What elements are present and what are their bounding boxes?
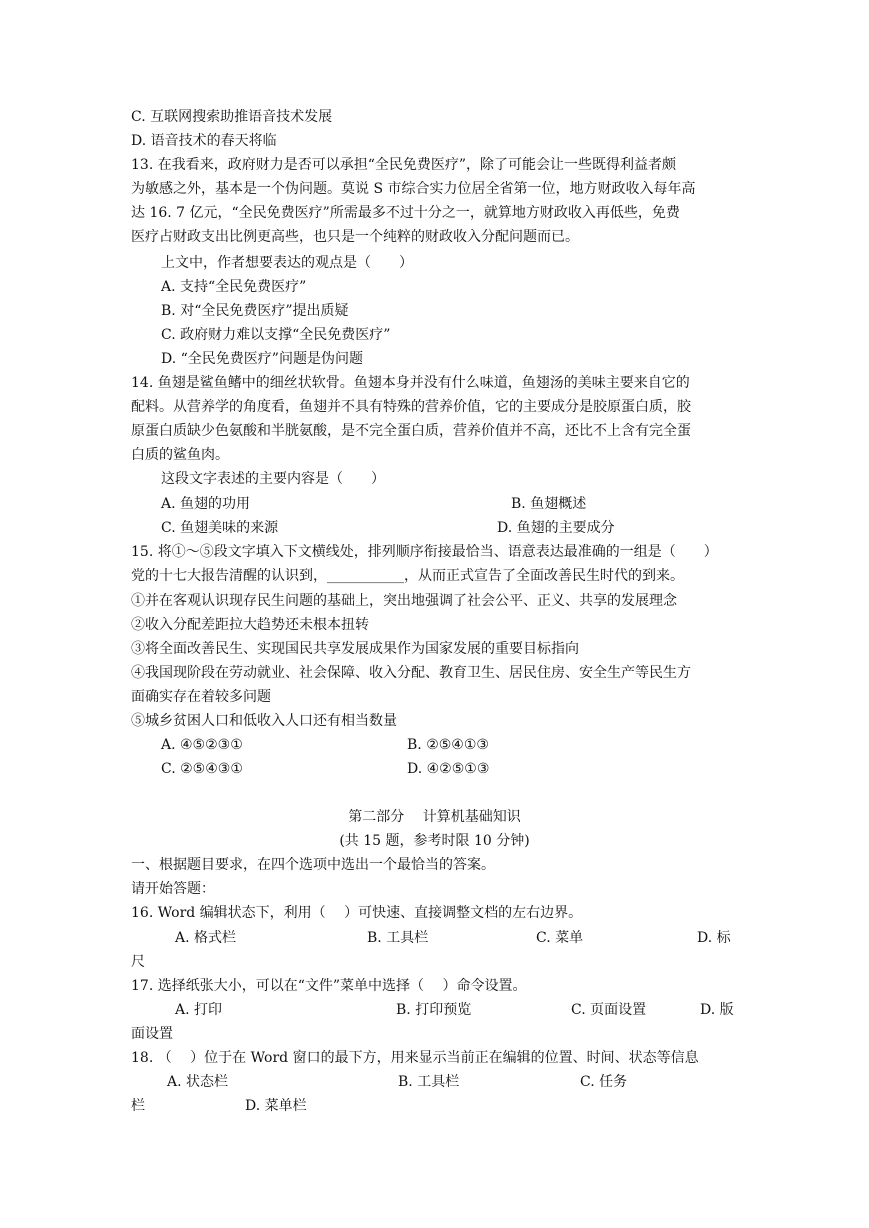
q15-sentence: 党的十七大报告清醒的认识到，___________，从而正式宣告了全面改善民生时代的到来。 (131, 568, 684, 584)
q17-option-d-wrap: 面设置 (131, 1026, 173, 1042)
q14-text-line: 白质的鲨鱼肉。 (131, 447, 229, 463)
q14-text-line: 原蛋白质缺少色氨酸和半胱氨酸，是不完全蛋白质，营养价值并不高，还比不上含有完全蛋 (131, 423, 691, 439)
q17-option-b: B. 打印预览 (396, 1002, 472, 1018)
q15-stem: 15. 将①～⑤段文字填入下文横线处，排列顺序衔接最恰当、语意表达最准确的一组是（ ） (131, 544, 718, 560)
q13-text-line: 为敏感之外，基本是一个伪问题。莫说 S 市综合实力位居全省第一位，地方财政收入每年高 (131, 181, 696, 197)
q15-option-c: C. ②⑤④③① (161, 761, 243, 777)
q13-text-line: 13. 在我看来，政府财力是否可以承担“全民免费医疗”，除了可能会让一些既得利益者颇 (131, 157, 677, 173)
q13-option-c: C. 政府财力难以支撑“全民免费医疗” (161, 327, 391, 343)
q16-option-c: C. 菜单 (536, 930, 584, 946)
q17-option-c: C. 页面设置 (571, 1002, 647, 1018)
q13-option-a: A. 支持“全民免费医疗” (161, 279, 307, 295)
part2-title: 第二部分 计算机基础知识 (348, 809, 521, 825)
q15-item-5: ⑤城乡贫困人口和低收入人口还有相当数量 (131, 713, 397, 729)
q17-stem: 17. 选择纸张大小，可以在“文件”菜单中选择（ ）命令设置。 (131, 978, 527, 994)
q14-option-a: A. 鱼翅的功用 (161, 496, 251, 512)
q14-option-b: B. 鱼翅概述 (511, 496, 587, 512)
q15-item-4-wrap: 面确实存在着较多问题 (131, 689, 271, 705)
q16-option-d: D. 标 (697, 930, 731, 946)
q13-option-b: B. 对“全民免费医疗”提出质疑 (161, 303, 349, 319)
q16-stem: 16. Word 编辑状态下，利用（ ）可快速、直接调整文档的左右边界。 (131, 905, 583, 921)
q14-text-line: 配料。从营养学的角度看，鱼翅并不具有特殊的营养价值，它的主要成分是胶原蛋白质，胶 (131, 399, 691, 415)
q18-option-c: C. 任务 (580, 1074, 628, 1090)
q14-prompt: 这段文字表述的主要内容是（ ） (161, 471, 385, 487)
q15-option-b: B. ②⑤④①③ (407, 737, 489, 753)
q12-option-c: C. 互联网搜索助推语音技术发展 (131, 109, 333, 125)
q14-text-line: 14. 鱼翅是鲨鱼鳍中的细丝状软骨。鱼翅本身并没有什么味道，鱼翅汤的美味主要来自它的 (131, 375, 690, 391)
q15-option-a: A. ④⑤②③① (161, 737, 243, 753)
q15-option-d: D. ④②⑤①③ (407, 761, 490, 777)
q14-option-c: C. 鱼翅美味的来源 (161, 520, 279, 536)
part2-start-label: 请开始答题： (131, 881, 215, 897)
q16-option-b: B. 工具栏 (367, 930, 429, 946)
part2-subtitle: (共 15 题，参考时限 10 分钟) (339, 833, 530, 849)
q18-option-c-wrap: 栏 (131, 1098, 145, 1114)
q18-option-a: A. 状态栏 (167, 1074, 229, 1090)
q15-item-2: ②收入分配差距拉大趋势还未根本扭转 (131, 617, 369, 633)
q14-option-d: D. 鱼翅的主要成分 (497, 520, 615, 536)
q18-option-b: B. 工具栏 (398, 1074, 460, 1090)
q15-item-4: ④我国现阶段在劳动就业、社会保障、收入分配、教育卫生、居民住房、安全生产等民生方 (131, 665, 691, 681)
q13-text-line: 达 16. 7 亿元，“全民免费医疗”所需最多不过十分之一，就算地方财政收入再低些，免费 (131, 205, 680, 221)
q15-item-1: ①并在客观认识现存民生问题的基础上，突出地强调了社会公平、正义、共享的发展理念 (131, 593, 677, 609)
q15-item-3: ③将全面改善民生、实现国民共享发展成果作为国家发展的重要目标指向 (131, 641, 579, 657)
part2-instruction: 一、根据题目要求，在四个选项中选出一个最恰当的答案。 (131, 857, 495, 873)
q17-option-a: A. 打印 (175, 1002, 223, 1018)
q12-option-d: D. 语音技术的春天将临 (131, 133, 277, 149)
q17-option-d: D. 版 (700, 1002, 734, 1018)
q18-stem: 18. （ ）位于在 Word 窗口的最下方，用来显示当前正在编辑的位置、时间、状态等信息 (131, 1050, 699, 1066)
q13-prompt: 上文中，作者想要表达的观点是（ ） (161, 255, 413, 271)
q18-option-d: D. 菜单栏 (245, 1098, 307, 1114)
q16-option-a: A. 格式栏 (175, 930, 237, 946)
q16-option-d-wrap: 尺 (131, 954, 145, 970)
q13-text-line: 医疗占财政支出比例更高些，也只是一个纯粹的财政收入分配问题而已。 (131, 229, 579, 245)
q13-option-d: D. “全民免费医疗”问题是伪问题 (161, 351, 363, 367)
